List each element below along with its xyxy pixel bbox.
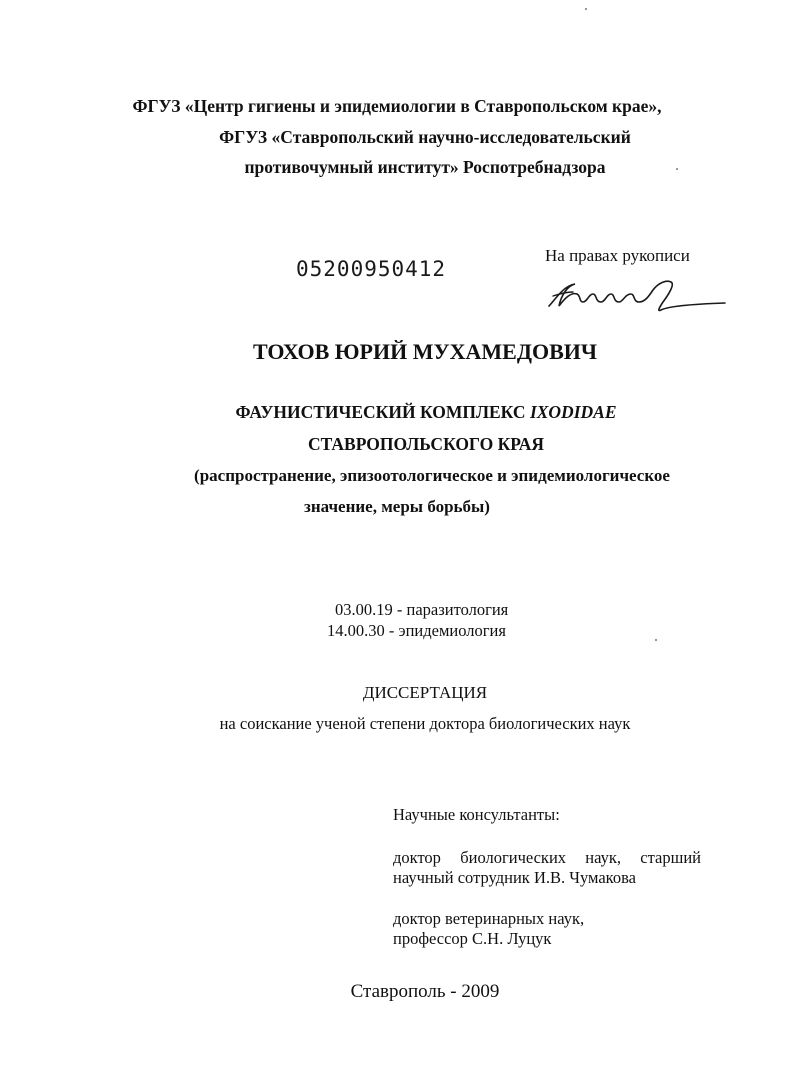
scan-speck — [585, 8, 587, 10]
author-signature — [545, 276, 730, 321]
title-line-1 — [0, 402, 794, 423]
specialty-code-2: 14.00.30 - эпидемиология — [327, 621, 506, 640]
consultant-2-line-2: профессор С.Н. Луцук — [393, 929, 552, 948]
manuscript-rights-label: На правах рукописи — [545, 246, 690, 265]
title-taxon: IXODIDAE — [529, 402, 617, 422]
registry-number: 05200950412 — [296, 257, 447, 281]
consultant-1-line-1: доктор биологических наук, старший — [393, 848, 701, 867]
author-name: ТОХОВ ЮРИЙ МУХАМЕДОВИЧ — [252, 339, 598, 364]
title-line-3: (распространение, эпизоотологическое и эпидемиологическое — [194, 466, 670, 485]
document-type: ДИССЕРТАЦИЯ — [362, 683, 488, 702]
consultant-1-line-2: научный сотрудник И.В. Чумакова — [393, 868, 636, 887]
consultant-2-line-1: доктор ветеринарных наук, — [393, 909, 585, 928]
title-line-2: СТАВРОПОЛЬСКОГО КРАЯ — [307, 434, 545, 454]
org-line-1: ФГУЗ «Центр гигиены и эпидемиологии в Ставропольском крае», — [132, 96, 662, 116]
scan-speck — [655, 639, 657, 641]
specialty-code-1: 03.00.19 - паразитология — [335, 600, 509, 619]
consultants-heading: Научные консультанты: — [393, 805, 560, 824]
org-line-3: противочумный институт» Роспотребнадзора — [244, 157, 606, 177]
title-line-4: значение, меры борьбы) — [304, 497, 490, 516]
degree-statement: на соискание ученой степени доктора биологических наук — [219, 714, 631, 733]
org-line-2: ФГУЗ «Ставропольский научно-исследовательский — [219, 127, 631, 147]
title-line-1-prefix: ФАУНИСТИЧЕСКИЙ КОМПЛЕКС — [235, 402, 530, 422]
city-year: Ставрополь - 2009 — [350, 981, 500, 1002]
